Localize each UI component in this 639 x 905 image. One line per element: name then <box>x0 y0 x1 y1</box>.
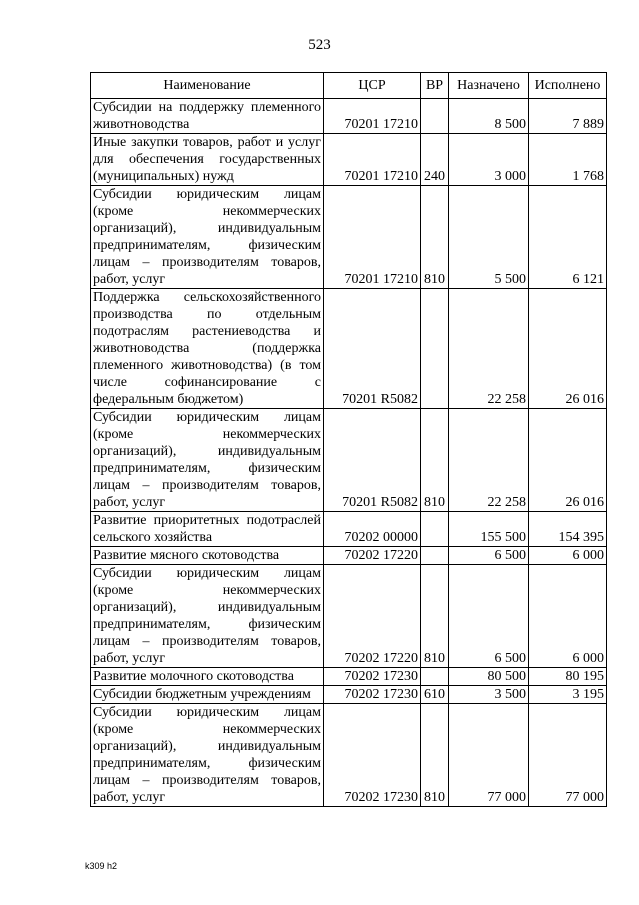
budget-table <box>90 72 607 807</box>
cell-executed: 6 121 <box>529 186 607 289</box>
cell-planned: 80 500 <box>449 668 529 686</box>
table-row <box>91 565 607 668</box>
cell-executed: 6 000 <box>529 547 607 565</box>
table-row <box>91 686 607 704</box>
table-header-row <box>91 73 607 99</box>
cell-vr: 240 <box>421 134 449 186</box>
cell-csr: 70201 17210 <box>324 134 421 186</box>
cell-planned: 22 258 <box>449 289 529 409</box>
cell-csr: 70202 17220 <box>324 547 421 565</box>
header-planned: Назначено <box>449 73 529 99</box>
table-row <box>91 134 607 186</box>
cell-vr: 810 <box>421 565 449 668</box>
cell-executed: 7 889 <box>529 99 607 134</box>
cell-planned: 5 500 <box>449 186 529 289</box>
cell-vr <box>421 668 449 686</box>
cell-vr <box>421 99 449 134</box>
cell-planned: 8 500 <box>449 99 529 134</box>
cell-csr: 70202 17230 <box>324 686 421 704</box>
cell-planned: 22 258 <box>449 409 529 512</box>
table-body <box>91 99 607 807</box>
cell-name: Субсидии юридическим лицам (кроме некоммерческих организаций), индивидуальным предпринимателям, физическим лицам – производителям товаров, работ, услуг <box>91 704 324 807</box>
cell-planned: 3 000 <box>449 134 529 186</box>
cell-executed: 26 016 <box>529 289 607 409</box>
cell-csr: 70202 17230 <box>324 704 421 807</box>
cell-executed: 3 195 <box>529 686 607 704</box>
table-row <box>91 409 607 512</box>
cell-executed: 1 768 <box>529 134 607 186</box>
cell-executed: 154 395 <box>529 512 607 547</box>
cell-name: Развитие приоритетных подотраслей сельского хозяйства <box>91 512 324 547</box>
cell-vr: 810 <box>421 704 449 807</box>
cell-name: Субсидии на поддержку племенного животноводства <box>91 99 324 134</box>
cell-name: Развитие мясного скотоводства <box>91 547 324 565</box>
cell-executed: 6 000 <box>529 565 607 668</box>
cell-csr: 70201 R5082 <box>324 409 421 512</box>
header-csr: ЦСР <box>324 73 421 99</box>
cell-csr: 70201 R5082 <box>324 289 421 409</box>
cell-executed: 77 000 <box>529 704 607 807</box>
table-row <box>91 547 607 565</box>
cell-name: Субсидии юридическим лицам (кроме некоммерческих организаций), индивидуальным предпринимателям, физическим лицам – производителям товаров, работ, услуг <box>91 186 324 289</box>
cell-name: Поддержка сельскохозяйственного производства по отдельным подотраслям растениеводства и животноводства (поддержка племенного животноводства) (в том числе софинансирование с федеральным бюджетом) <box>91 289 324 409</box>
cell-csr: 70202 00000 <box>324 512 421 547</box>
page-number: 523 <box>308 37 331 53</box>
header-vr: ВР <box>421 73 449 99</box>
table-row <box>91 704 607 807</box>
cell-csr: 70201 17210 <box>324 99 421 134</box>
cell-executed: 80 195 <box>529 668 607 686</box>
table-row <box>91 289 607 409</box>
table-row <box>91 668 607 686</box>
cell-planned: 6 500 <box>449 547 529 565</box>
cell-name: Иные закупки товаров, работ и услуг для обеспечения государственных (муниципальных) нужд <box>91 134 324 186</box>
cell-name: Субсидии юридическим лицам (кроме некоммерческих организаций), индивидуальным предпринимателям, физическим лицам – производителям товаров, работ, услуг <box>91 409 324 512</box>
cell-planned: 6 500 <box>449 565 529 668</box>
cell-name: Субсидии юридическим лицам (кроме некоммерческих организаций), индивидуальным предпринимателям, физическим лицам – производителям товаров, работ, услуг <box>91 565 324 668</box>
cell-vr <box>421 512 449 547</box>
cell-planned: 77 000 <box>449 704 529 807</box>
table-row <box>91 512 607 547</box>
table-row <box>91 186 607 289</box>
cell-csr: 70201 17210 <box>324 186 421 289</box>
header-executed: Исполнено <box>529 73 607 99</box>
cell-executed: 26 016 <box>529 409 607 512</box>
table-row <box>91 99 607 134</box>
header-name: Наименование <box>91 73 324 99</box>
footer-code: k309 h2 <box>85 861 118 871</box>
cell-csr: 70202 17230 <box>324 668 421 686</box>
cell-vr <box>421 547 449 565</box>
cell-name: Субсидии бюджетным учреждениям <box>91 686 324 704</box>
cell-name: Развитие молочного скотоводства <box>91 668 324 686</box>
cell-csr: 70202 17220 <box>324 565 421 668</box>
cell-vr: 810 <box>421 409 449 512</box>
cell-planned: 3 500 <box>449 686 529 704</box>
cell-vr: 610 <box>421 686 449 704</box>
cell-vr: 810 <box>421 186 449 289</box>
cell-planned: 155 500 <box>449 512 529 547</box>
cell-vr <box>421 289 449 409</box>
